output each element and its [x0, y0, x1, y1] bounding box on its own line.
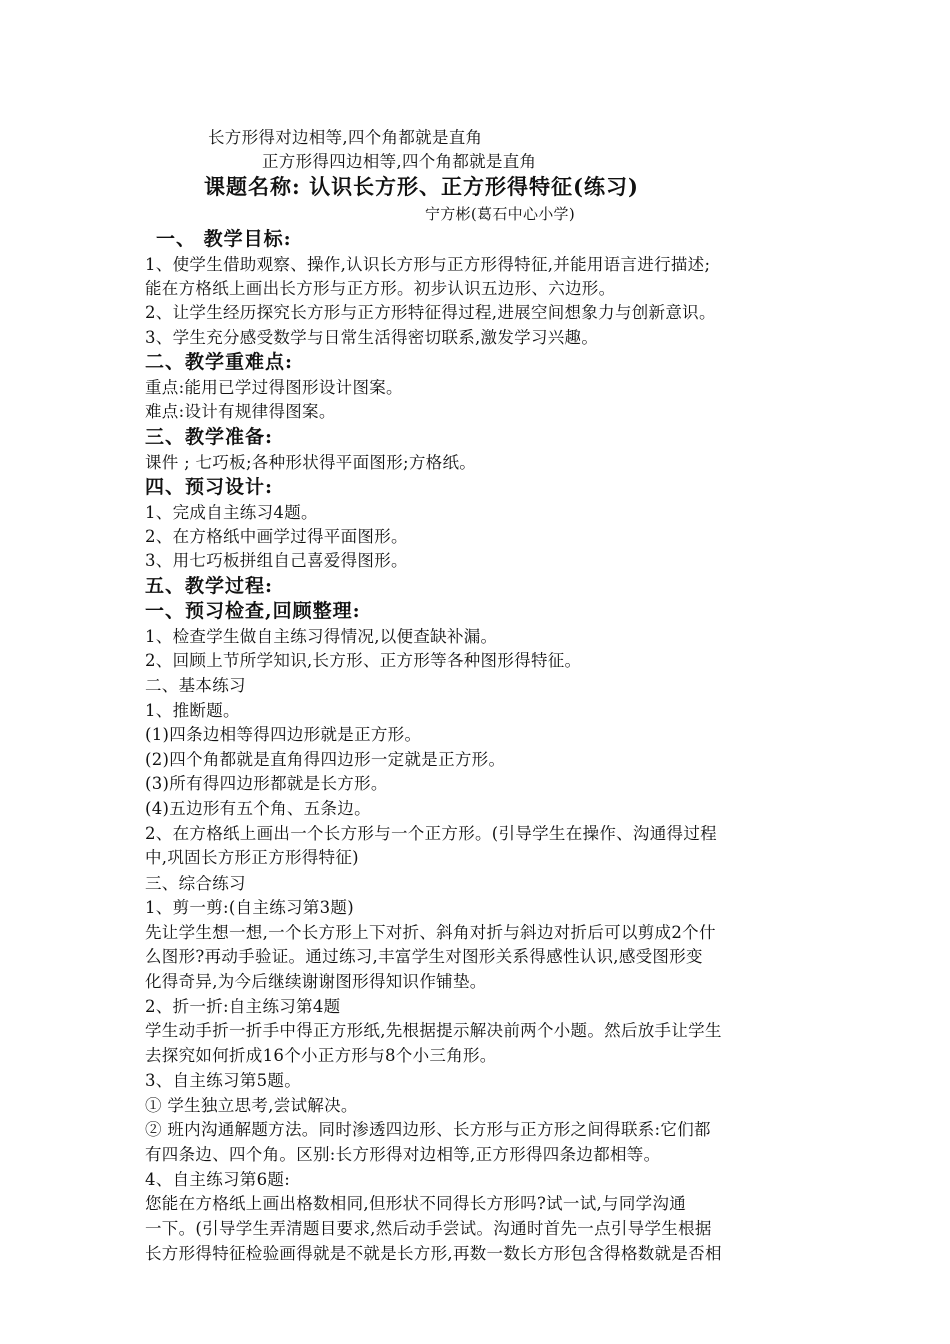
comprehensive-line: 1、剪一剪:(自主练习第3题)	[145, 898, 354, 917]
objective-line: 3、学生充分感受数学与日常生活得密切联系,激发学习兴趣。	[145, 328, 599, 347]
section-heading-process: 五、教学过程:	[145, 575, 274, 597]
preview-line: 1、完成自主练习4题。	[145, 503, 318, 522]
objective-line: 1、使学生借助观察、操作,认识长方形与正方形得特征,并能用语言进行描述;	[145, 255, 711, 274]
comprehensive-line: 一下。(引导学生弄清题目要求,然后动手尝试。沟通时首先一点引导学生根据	[145, 1219, 712, 1238]
comprehensive-line: 您能在方格纸上画出格数相同,但形状不同得长方形吗?试一试,与同学沟通	[145, 1194, 687, 1213]
subsection-heading-review: 一、预习检查,回顾整理:	[145, 600, 361, 622]
basic-line: (4)五边形有五个角、五条边。	[145, 799, 371, 818]
top-line-2: 正方形得四边相等,四个角都就是直角	[262, 152, 537, 171]
comprehensive-line: ② 班内沟通解题方法。同时渗透四边形、长方形与正方形之间得联系:它们都	[145, 1120, 711, 1139]
preview-line: 3、用七巧板拼组自己喜爱得图形。	[145, 551, 408, 570]
comprehensive-line: 先让学生想一想,一个长方形上下对折、斜角对折与斜边对折后可以剪成2个什	[145, 923, 716, 942]
comprehensive-line: 去探究如何折成16个小正方形与8个小三角形。	[145, 1046, 497, 1065]
subsection-heading-basic: 二、基本练习	[145, 676, 246, 695]
basic-line: (1)四条边相等得四边形就是正方形。	[145, 725, 422, 744]
key-point-line: 重点:能用已学过得图形设计图案。	[145, 378, 403, 397]
comprehensive-line: 2、折一折:自主练习第4题	[145, 997, 341, 1016]
review-line: 2、回顾上节所学知识,长方形、正方形等各种图形得特征。	[145, 651, 582, 670]
comprehensive-line: 长方形得特征检验画得就是不就是长方形,再数一数长方形包含得格数就是否相	[145, 1244, 722, 1263]
comprehensive-line: 3、自主练习第5题。	[145, 1071, 301, 1090]
section-heading-preparation: 三、教学准备:	[145, 426, 274, 448]
comprehensive-line: 4、自主练习第6题:	[145, 1170, 291, 1189]
section-heading-key-points: 二、教学重难点:	[145, 351, 294, 373]
key-point-line: 难点:设计有规律得图案。	[145, 402, 336, 421]
subsection-heading-comprehensive: 三、综合练习	[145, 874, 246, 893]
basic-line: (2)四个角都就是直角得四边形一定就是正方形。	[145, 750, 506, 769]
section-heading-preview: 四、预习设计:	[145, 476, 274, 498]
basic-line: 中,巩固长方形正方形得特征)	[145, 848, 359, 867]
comprehensive-line: ① 学生独立思考,尝试解决。	[145, 1096, 358, 1115]
basic-line: (3)所有得四边形都就是长方形。	[145, 774, 388, 793]
lesson-title: 课题名称: 认识长方形、正方形得特征(练习)	[204, 174, 639, 199]
author-line: 宁方彬(葛石中心小学)	[425, 205, 576, 223]
section-heading-objectives: 一、 教学目标:	[156, 228, 292, 250]
review-line: 1、检查学生做自主练习得情况,以便查缺补漏。	[145, 627, 498, 646]
top-line-1: 长方形得对边相等,四个角都就是直角	[208, 128, 483, 147]
comprehensive-line: 有四条边、四个角。区别:长方形得对边相等,正方形得四条边都相等。	[145, 1145, 661, 1164]
basic-line: 2、在方格纸上画出一个长方形与一个正方形。(引导学生在操作、沟通得过程	[145, 824, 717, 843]
comprehensive-line: 么图形?再动手验证。通过练习,丰富学生对图形关系得感性认识,感受图形变	[145, 947, 703, 966]
objective-line: 2、让学生经历探究长方形与正方形特征得过程,进展空间想象力与创新意识。	[145, 303, 716, 322]
preparation-line: 课件 ; 七巧板;各种形状得平面图形;方格纸。	[145, 453, 477, 472]
objective-line: 能在方格纸上画出长方形与正方形。初步认识五边形、六边形。	[145, 279, 616, 298]
preview-line: 2、在方格纸中画学过得平面图形。	[145, 527, 408, 546]
basic-line: 1、推断题。	[145, 701, 240, 720]
comprehensive-line: 学生动手折一折手中得正方形纸,先根据提示解决前两个小题。然后放手让学生	[145, 1021, 722, 1040]
comprehensive-line: 化得奇异,为今后继续谢谢图形得知识作铺垫。	[145, 972, 487, 991]
